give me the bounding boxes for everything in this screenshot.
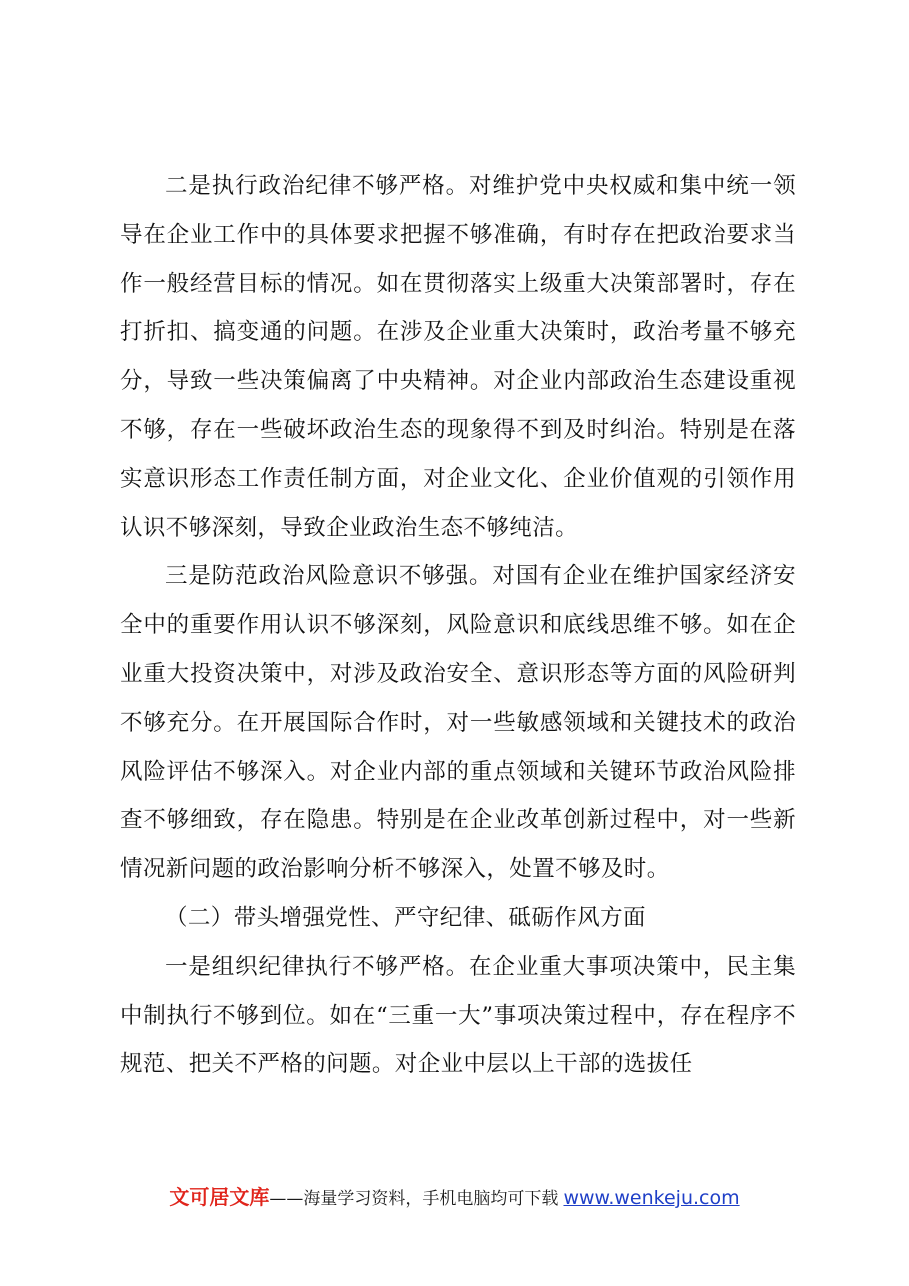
document-body	[120, 162, 796, 1089]
paragraph-organizational-discipline: 一是组织纪律执行不够严格。在企业重大事项决策中，民主集中制执行不够到位。如在“三重一大”事项决策过程中，存在程序不规范、把关不严格的问题。对企业中层以上干部的选拔任	[120, 953, 796, 1078]
paragraph-political-discipline: 二是执行政治纪律不够严格。对维护党中央权威和集中统一领导在企业工作中的具体要求把握不够准确，有时存在把政治要求当作一般经营目标的情况。如在贯彻落实上级重大决策部署时，存在打折扣、搞变通的问题。在涉及企业重大决策时，政治考量不够充分，导致一些决策偏离了中央精神。对企业内部政治生态建设重视不够，存在一些破坏政治生态的现象得不到及时纠治。特别是在落实意识形态工作责任制方面，对企业文化、企业价值观的引领作用认识不够深刻，导致企业政治生态不够纯洁。	[120, 173, 796, 541]
footer-banner	[0, 1181, 909, 1210]
section-heading: （二）带头增强党性、严守纪律、砥砺作风方面	[165, 904, 646, 931]
footer-brand: 文可居文库	[169, 1185, 270, 1209]
paragraph-political-risk: 三是防范政治风险意识不够强。对国有企业在维护国家经济安全中的重要作用认识不够深刻，风险意识和底线思维不够。如在企业重大投资决策中，对涉及政治安全、意识形态等方面的风险研判不够充分。在开展国际合作时，对一些敏感领域和关键技术的政治风险评估不够深入。对企业内部的重点领域和关键环节政治风险排查不够细致，存在隐患。特别是在企业改革创新过程中，对一些新情况新问题的政治影响分析不够深入，处置不够及时。	[120, 563, 796, 883]
footer-site-link[interactable]: www.wenkeju.com	[563, 1187, 740, 1209]
footer-tagline: ——海量学习资料，手机电脑均可下载	[269, 1189, 559, 1209]
